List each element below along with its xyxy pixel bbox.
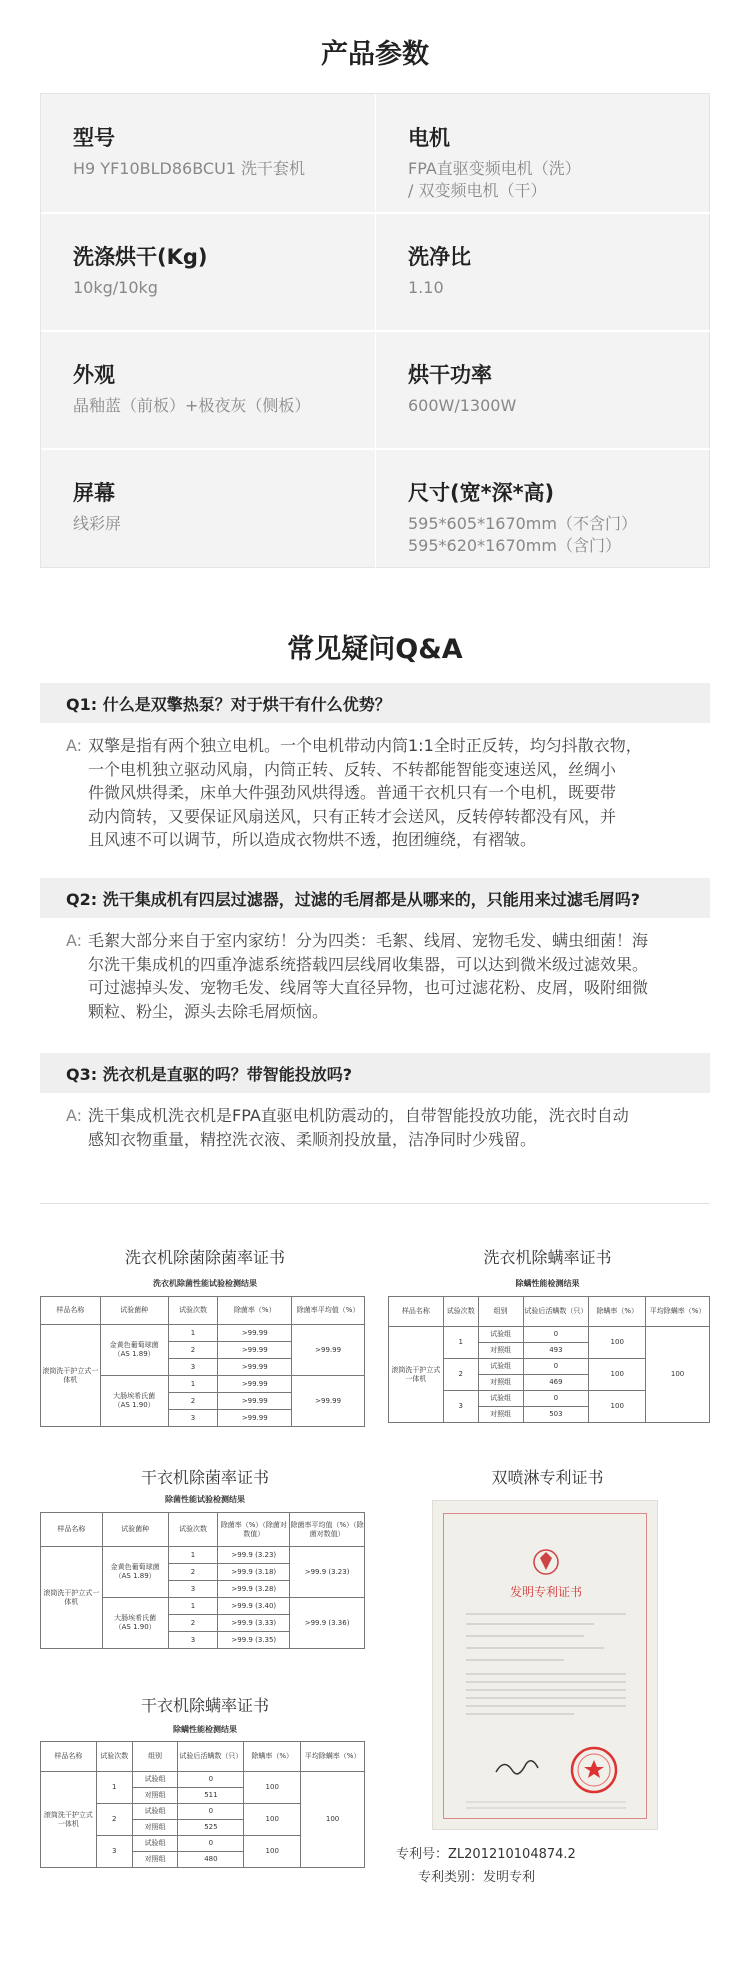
patent-doc-heading: 发明专利证书 — [509, 1585, 583, 1599]
cell: 3 — [443, 1391, 478, 1423]
cell: 2 — [168, 1564, 218, 1581]
cell: 对照组 — [132, 1820, 178, 1836]
spec-size — [376, 449, 710, 567]
cell: 0 — [178, 1804, 244, 1820]
cell: 试验组 — [478, 1359, 523, 1375]
cert2-title: 洗衣机除螨率证书 — [483, 1248, 612, 1267]
cell: 100 — [244, 1772, 301, 1804]
cell: 525 — [178, 1820, 244, 1836]
spec-label: 洗涤烘干(Kg) — [73, 245, 208, 269]
spec-label: 电机 — [408, 126, 450, 150]
cell: 对照组 — [478, 1407, 523, 1423]
th: 试验菌种 — [100, 1297, 168, 1325]
cell: 100 — [589, 1391, 646, 1423]
qa-section-title: 常见疑问Q&A — [287, 634, 463, 665]
cell: >99.99 — [292, 1376, 365, 1427]
cell: 3 — [168, 1581, 218, 1598]
spec-capacity — [41, 213, 375, 331]
answer-line: 毛絮大部分来自于室内家纺！分为四类：毛絮、线屑、宠物毛发、螨虫细菌！海 — [88, 931, 649, 950]
answer-3 — [66, 1104, 701, 1151]
spec-label: 烘干功率 — [408, 363, 492, 387]
cert2-subtitle: 除螨性能检测结果 — [515, 1279, 580, 1288]
answer-line: 且风速不可以调节，所以造成衣物烘不透，抱团缠绕，有褶皱。 — [88, 830, 537, 849]
cert1-title: 洗衣机除菌除菌率证书 — [124, 1248, 285, 1267]
spec-value: 595*605*1670mm（不含门） — [408, 514, 637, 533]
spec-value: 1.10 — [408, 278, 444, 297]
spec-value-2: 595*620*1670mm（含门） — [408, 536, 621, 555]
spec-wash-ratio — [376, 213, 710, 331]
spec-label: 屏幕 — [73, 481, 115, 505]
cell: 100 — [244, 1804, 301, 1836]
th: 除螨率（%） — [589, 1297, 646, 1327]
cert2-table — [388, 1296, 710, 1423]
species: 金黄色葡萄球菌 （AS 1.89） — [100, 1325, 168, 1376]
th: 试验次数 — [443, 1297, 478, 1327]
th: 样品名称 — [41, 1742, 97, 1772]
cell: 对照组 — [478, 1343, 523, 1359]
cell: >99.9 (3.35) — [218, 1632, 290, 1649]
cell: >99.99 — [218, 1342, 292, 1359]
answer-line: 洗干集成机洗衣机是FPA直驱电机防震动的，自带智能投放功能，洗衣时自动 — [88, 1106, 629, 1125]
cell: 3 — [168, 1632, 218, 1649]
cell: 试验组 — [478, 1391, 523, 1407]
answer-2 — [66, 929, 701, 1023]
cell: >99.9 (3.23) — [290, 1547, 365, 1598]
cell: 100 — [646, 1327, 710, 1423]
cell: 对照组 — [132, 1852, 178, 1868]
cert4-title: 干衣机除螨率证书 — [140, 1696, 269, 1715]
th: 除菌率平均值（%）（除菌对数值） — [290, 1513, 365, 1547]
cell: 511 — [178, 1788, 244, 1804]
spec-value: 晶釉蓝（前板）+极夜灰（侧板） — [73, 396, 311, 415]
th: 组别 — [478, 1297, 523, 1327]
patent-number: 专利号：ZL201210104874.2 — [396, 1847, 576, 1862]
th: 试验后活螨数（只） — [178, 1742, 244, 1772]
sample-name: 滚筒洗干护立式一体机 — [41, 1325, 101, 1427]
spec-dry-power — [376, 331, 710, 449]
spec-value: H9 YF10BLD86BCU1 洗干套机 — [73, 159, 306, 178]
patent-emblem-icon — [534, 1550, 558, 1574]
cell: 试验组 — [478, 1327, 523, 1343]
spec-value-2: / 双变频电机（干） — [408, 181, 547, 200]
signature-icon — [496, 1761, 538, 1774]
cell: 469 — [523, 1375, 589, 1391]
answer-line: 动内筒转，又要保证风扇送风，只有正转才会送风，反转停转都没有风，并 — [88, 806, 617, 826]
cell: 0 — [523, 1327, 589, 1343]
cell: >99.9 (3.18) — [218, 1564, 290, 1581]
cell: 2 — [443, 1359, 478, 1391]
sample-name: 滚筒洗干护立式一体机 — [41, 1547, 103, 1649]
species: 金黄色葡萄球菌 （AS 1.89） — [102, 1547, 168, 1598]
th: 除菌率（%）（除菌对数值） — [218, 1513, 290, 1547]
answer-1 — [66, 734, 701, 852]
sample-name: 滚筒洗干护立式一体机 — [389, 1327, 444, 1423]
th: 试验后活螨数（只） — [523, 1297, 589, 1327]
spec-label: 型号 — [73, 126, 115, 150]
cell: 503 — [523, 1407, 589, 1423]
question-1: Q1: 什么是双擎热泵？对于烘干有什么优势？ — [40, 683, 710, 723]
cert1-subtitle: 洗衣机除菌性能试验检测结果 — [153, 1279, 257, 1288]
th: 试验次数 — [168, 1297, 218, 1325]
th: 样品名称 — [41, 1513, 103, 1547]
cell: 100 — [589, 1327, 646, 1359]
cell: 2 — [168, 1393, 218, 1410]
spec-screen — [41, 449, 375, 567]
cert3-title: 干衣机除菌率证书 — [140, 1468, 269, 1487]
cell: 1 — [168, 1598, 218, 1615]
patent-certificate-image — [432, 1500, 658, 1830]
cell: 480 — [178, 1852, 244, 1868]
spec-value: 线彩屏 — [73, 514, 122, 533]
spec-grid — [40, 93, 710, 568]
answer-prefix: A: — [66, 931, 83, 950]
cell: >99.99 — [292, 1325, 365, 1376]
patent-type: 专利类别：发明专利 — [418, 1870, 536, 1885]
cell: >99.99 — [218, 1376, 292, 1393]
th: 平均除螨率（%） — [646, 1297, 710, 1327]
cell: >99.9 (3.33) — [218, 1615, 290, 1632]
cell: 0 — [523, 1391, 589, 1407]
official-seal-icon — [572, 1748, 616, 1792]
cell: >99.9 (3.40) — [218, 1598, 290, 1615]
answer-line: 件微风烘得柔，床单大件强劲风烘得透。普通干衣机只有一个电机，既要带 — [88, 783, 617, 802]
spec-value: FPA直驱变频电机（洗） — [408, 159, 581, 178]
question-3: Q3: 洗衣机是直驱的吗？带智能投放吗? — [40, 1053, 710, 1093]
cert4-subtitle: 除螨性能检测结果 — [173, 1725, 237, 1734]
answer-prefix: A: — [66, 1106, 83, 1125]
cell: >99.99 — [218, 1410, 292, 1427]
cell: >99.9 (3.36) — [290, 1598, 365, 1649]
section-divider — [40, 1203, 710, 1204]
cell: 100 — [589, 1359, 646, 1391]
th: 除螨率（%） — [244, 1742, 301, 1772]
answer-line: 可过滤掉头发、宠物毛发、线屑等大直径异物，也可过滤花粉、皮屑，吸附细微 — [88, 978, 649, 997]
cell: 0 — [178, 1772, 244, 1788]
cell: 1 — [168, 1376, 218, 1393]
th: 除菌率（%） — [218, 1297, 292, 1325]
cert3-table — [40, 1512, 365, 1649]
cell: 试验组 — [132, 1804, 178, 1820]
sample-name: 滚筒洗干护立式一体机 — [41, 1772, 97, 1868]
th: 试验次数 — [96, 1742, 132, 1772]
question-2: Q2: 洗干集成机有四层过滤器，过滤的毛屑都是从哪来的，只能用来过滤毛屑吗? — [40, 878, 710, 918]
cell: 0 — [178, 1836, 244, 1852]
spec-label: 尺寸(宽*深*高) — [408, 481, 555, 505]
answer-line: 双擎是指有两个独立电机。一个电机带动内筒1:1全时正反转，均匀抖散衣物， — [88, 736, 642, 755]
cell: 试验组 — [132, 1772, 178, 1788]
cell: 100 — [244, 1836, 301, 1868]
spec-section-title: 产品参数 — [321, 39, 429, 70]
cell: 3 — [168, 1359, 218, 1376]
th: 试验次数 — [168, 1513, 218, 1547]
cell: 2 — [168, 1615, 218, 1632]
cell: >99.9 (3.28) — [218, 1581, 290, 1598]
cell: >99.9 (3.23) — [218, 1547, 290, 1564]
cell: 493 — [523, 1343, 589, 1359]
patent-title: 双喷淋专利证书 — [491, 1468, 604, 1487]
patent-doc-text-lines — [466, 1614, 626, 1714]
patent-doc-graphic — [444, 1514, 648, 1820]
cell: 对照组 — [132, 1788, 178, 1804]
th: 组别 — [132, 1742, 178, 1772]
answer-line: 尔洗干集成机的四重净滤系统搭载四层线屑收集器，可以达到微米级过滤效果。 — [88, 954, 649, 974]
th: 样品名称 — [41, 1297, 101, 1325]
cell: 2 — [96, 1804, 132, 1836]
cell: 试验组 — [132, 1836, 178, 1852]
answer-line: 颗粒、粉尘，源头去除毛屑烦恼。 — [88, 1001, 329, 1021]
cert3-subtitle: 除菌性能试验检测结果 — [165, 1495, 245, 1504]
cell: 1 — [168, 1325, 218, 1342]
th: 试验菌种 — [102, 1513, 168, 1547]
spec-motor — [376, 94, 710, 212]
species: 大肠埃希氏菌 （AS 1.90） — [100, 1376, 168, 1427]
spec-value: 600W/1300W — [408, 396, 517, 415]
cell: 0 — [523, 1359, 589, 1375]
cell: >99.99 — [218, 1325, 292, 1342]
th: 样品名称 — [389, 1297, 444, 1327]
answer-line: 感知衣物重量，精控洗衣液、柔顺剂投放量，洁净同时少残留。 — [88, 1129, 537, 1149]
spec-value: 10kg/10kg — [73, 278, 158, 297]
cert1-table — [40, 1296, 365, 1427]
spec-appearance — [41, 331, 375, 449]
cell: 3 — [168, 1410, 218, 1427]
cell: >99.99 — [218, 1393, 292, 1410]
cell: 1 — [96, 1772, 132, 1804]
spec-model — [41, 94, 375, 212]
th: 平均除螨率（%） — [301, 1742, 365, 1772]
cell: >99.99 — [218, 1359, 292, 1376]
cell: 2 — [168, 1342, 218, 1359]
answer-prefix: A: — [66, 736, 83, 755]
cell: 1 — [168, 1547, 218, 1564]
species: 大肠埃希氏菌 （AS 1.90） — [102, 1598, 168, 1649]
cell: 对照组 — [478, 1375, 523, 1391]
spec-label: 洗净比 — [408, 245, 471, 269]
cell: 100 — [301, 1772, 365, 1868]
cell: 3 — [96, 1836, 132, 1868]
th: 除菌率平均值（%） — [292, 1297, 365, 1325]
cert4-table — [40, 1741, 365, 1868]
answer-line: 一个电机独立驱动风扇，内筒正转、反转、不转都能智能变速送风，丝绸小 — [88, 759, 617, 779]
cell: 1 — [443, 1327, 478, 1359]
spec-label: 外观 — [73, 363, 115, 387]
